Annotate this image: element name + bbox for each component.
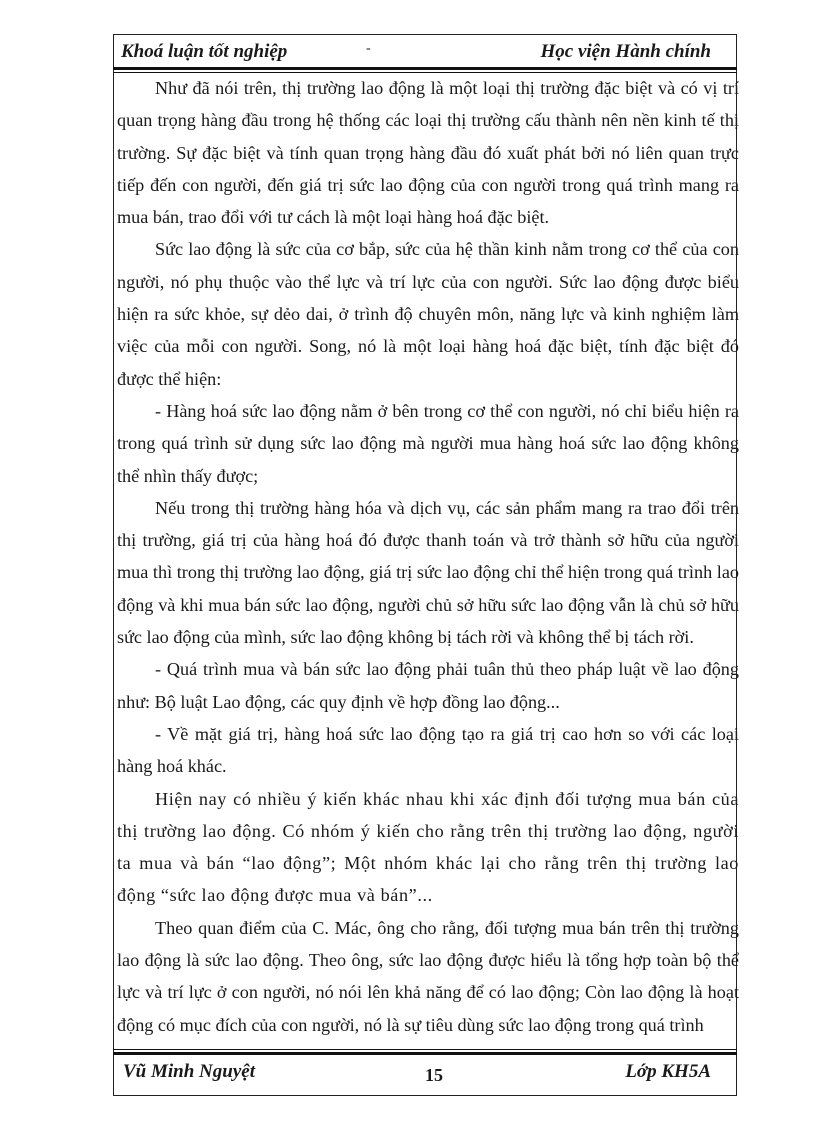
paragraph: Như đã nói trên, thị trường lao động là một loại thị trường đặc biệt và có vị trí quan trọng hàng đầu trong hệ thống các loại thị trường cấu thành nên nền kinh tế thị trường. Sự đặc biệt và tính quan trọng hàng đầu đó xuất phát bởi nó liên quan trực tiếp đến con người, đến giá trị sức lao động của con người trong quá trình mang ra mua bán, trao đổi với tư cách là một loại hàng hoá đặc biệt. — [117, 78, 739, 228]
footer-rule-thin — [113, 1049, 737, 1050]
paragraph: Theo quan điểm của C. Mác, ông cho rằng, đối tượng mua bán trên thị trường lao động là sức lao động. Theo ông, sức lao động được hiểu là tổng hợp toàn bộ thể lực và trí lực ở con người, nó nói lên khả năng để có lao động; Còn lao động là hoạt động có mục đích của con người, nó là sự tiêu dùng sức lao động trong quá trình — [117, 917, 739, 1035]
footer-author: Vũ Minh Nguyệt — [123, 1061, 255, 1082]
body-text — [117, 72, 739, 1041]
paragraph: Hiện nay có nhiều ý kiến khác nhau khi xác định đối tượng mua bán của thị trường lao động. Có nhóm ý kiến cho rằng trên thị trường lao động, người ta mua và bán “lao động”; Một nhóm khác lại cho rằng trên thị trường lao động “sức lao động được mua và bán”... — [117, 788, 739, 906]
paragraph: - Về mặt giá trị, hàng hoá sức lao động tạo ra giá trị cao hơn so với các loại hàng hoá khác. — [117, 723, 739, 777]
paragraph: - Quá trình mua và bán sức lao động phải tuân thủ theo pháp luật về lao động như: Bộ luật Lao động, các quy định về hợp đồng lao động... — [117, 659, 739, 712]
page-header — [113, 37, 737, 67]
paragraph: Sức lao động là sức của cơ bắp, sức của hệ thần kinh nằm trong cơ thể của con người, nó phụ thuộc vào thể lực và trí lực của con người. Sức lao động được biểu hiện ra sức khỏe, sự dẻo dai, ở trình độ chuyên môn, năng lực và kinh nghiệm làm việc của mỗi con người. Song, nó là một loại hàng hoá đặc biệt, tính đặc biệt đó được thể hiện: — [117, 239, 739, 389]
paragraph: - Hàng hoá sức lao động nằm ở bên trong cơ thể con người, nó chỉ biểu hiện ra trong quá trình sử dụng sức lao động mà người mua hàng hoá sức lao động không thể nhìn thấy được; — [117, 400, 739, 486]
header-institution: Học viện Hành chính — [540, 41, 711, 62]
page-footer — [113, 1055, 737, 1093]
paragraph: Nếu trong thị trường hàng hóa và dịch vụ, các sản phẩm mang ra trao đổi trên thị trường, giá trị của hàng hoá đó được thanh toán và trở thành sở hữu của người mua thì trong thị trường lao động, giá trị sức lao động chỉ thể hiện trong quá trình lao động và khi mua bán sức lao động, người chủ sở hữu sức lao động vẫn là chủ sở hữu sức lao động của mình, sức lao động không bị tách rời và không thể bị tách rời. — [117, 497, 739, 648]
footer-class: Lớp KH5A — [625, 1061, 711, 1082]
header-thesis-title: Khoá luận tốt nghiệp — [121, 41, 288, 62]
header-rule-thick — [113, 67, 737, 70]
page-number: 15 — [425, 1065, 443, 1085]
header-separator: - — [366, 41, 371, 56]
